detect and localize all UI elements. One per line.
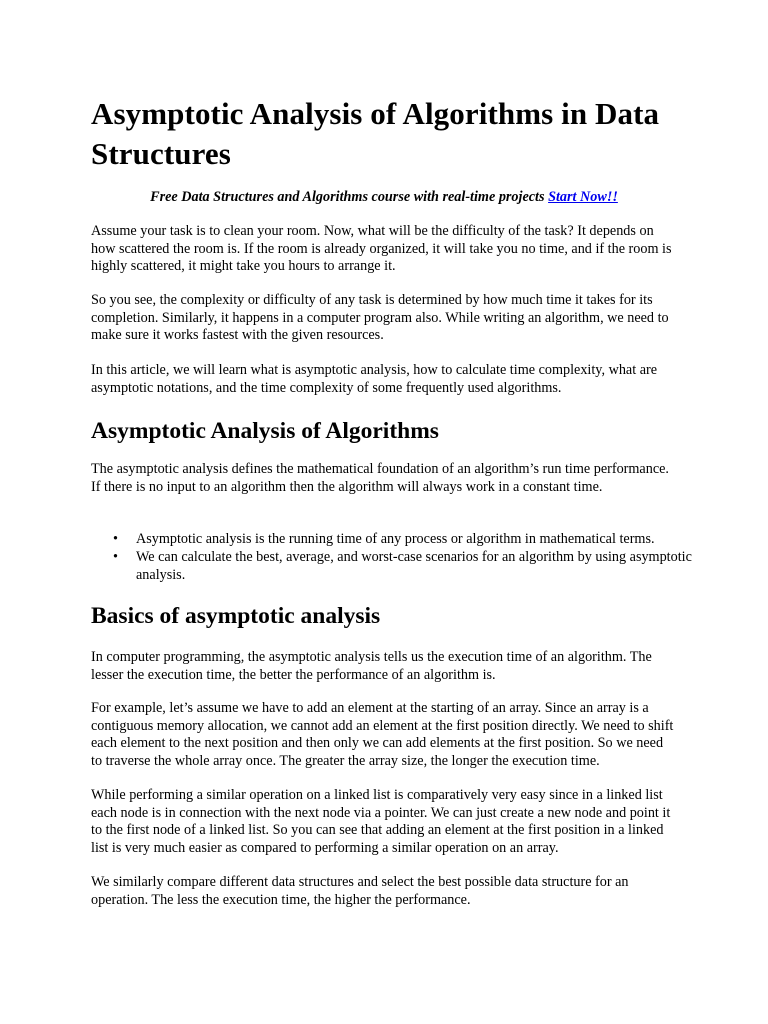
- bullet-marker: •: [113, 531, 118, 547]
- intro-paragraph-1: Assume your task is to clean your room. Now, what will be the difficulty of the task? It depends on how scattered the room is. If the room is already organized, it will take you no time, and if the room is highly scattered, it might take you hours to arrange it.: [91, 223, 672, 274]
- bullet-marker: •: [113, 549, 118, 565]
- intro-paragraph-2: So you see, the complexity or difficulty of any task is determined by how much time it takes for its completion. Similarly, it happens in a computer program also. While writing an algorithm, we need to make sure it works fastest with the given resources.: [91, 292, 669, 343]
- section-heading-asymptotic-analysis: Asymptotic Analysis of Algorithms: [91, 418, 439, 444]
- section2-paragraph-1: In computer programming, the asymptotic analysis tells us the execution time of an algorithm. The lesser the execution time, the better the performance of an algorithm is.: [91, 649, 652, 683]
- promo-text: Free Data Structures and Algorithms course with real-time projects: [150, 189, 549, 205]
- intro-paragraph-3: In this article, we will learn what is asymptotic analysis, how to calculate time complexity, what are asymptotic notations, and the time complexity of some frequently used algorithms.: [91, 362, 658, 396]
- course-promo: [91, 187, 677, 207]
- section1-paragraph: The asymptotic analysis defines the mathematical foundation of an algorithm’s run time performance. If there is no input to an algorithm then the algorithm will always work in a constant time.: [91, 461, 669, 495]
- section-heading-basics: Basics of asymptotic analysis: [91, 603, 381, 629]
- bullet-list: [91, 531, 722, 584]
- section2-paragraph-2: For example, let’s assume we have to add an element at the starting of an array. Since an array is a contiguous memory allocation, we cannot add an element at the first position directly. We need to shift each element to the next position and then only we can add elements at the first position. So we need to traverse the whole array once. The greater the array size, the longer the execution time.: [91, 700, 674, 769]
- start-now-link[interactable]: Start Now!!: [548, 189, 618, 205]
- section2-paragraph-3: While performing a similar operation on a linked list is comparatively very easy since in a linked list each node is in connection with the next node via a pointer. We can just create a new node and point it to the first node of a linked list. So you can see that adding an element at the first position in a linked list is very much easier as compared to performing a similar operation on an array.: [91, 787, 671, 856]
- list-item: [113, 531, 722, 549]
- list-item: [113, 549, 722, 584]
- list-item-text: We can calculate the best, average, and worst-case scenarios for an algorithm by using asymptotic analysis.: [136, 549, 692, 583]
- section2-paragraph-4: We similarly compare different data structures and select the best possible data structure for an operation. The less the execution time, the higher the performance.: [91, 874, 629, 908]
- page-title: Asymptotic Analysis of Algorithms in Data Structures: [91, 96, 660, 171]
- list-item-text: Asymptotic analysis is the running time of any process or algorithm in mathematical terms.: [136, 531, 655, 547]
